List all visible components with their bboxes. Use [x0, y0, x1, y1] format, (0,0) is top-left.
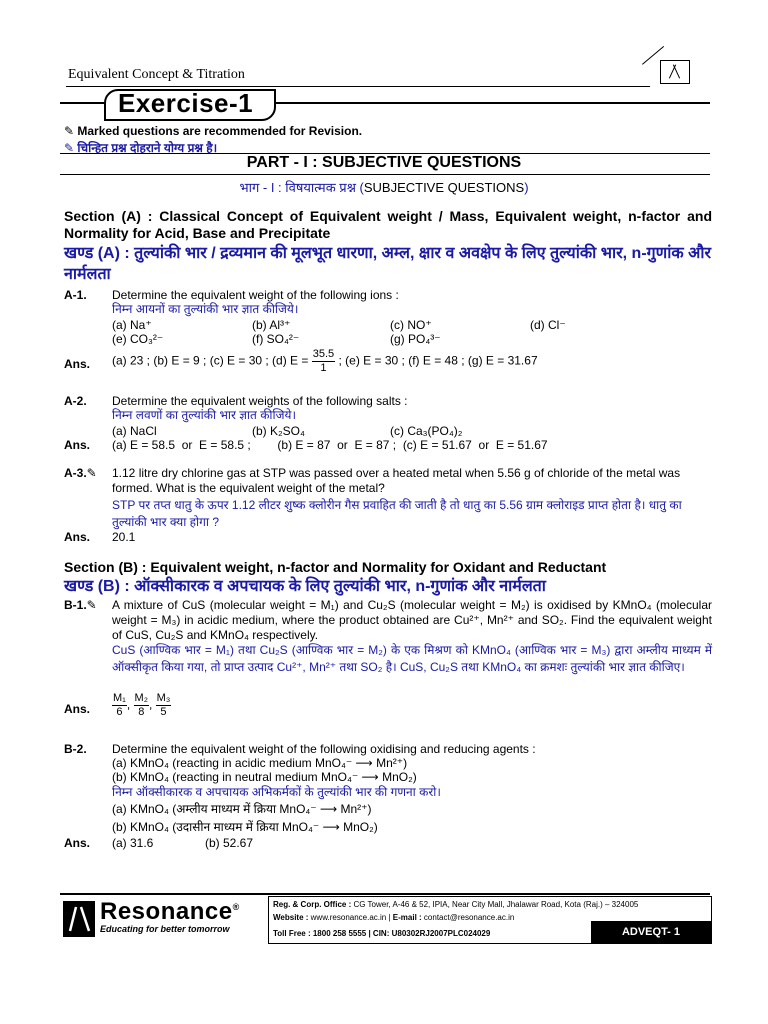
tollfree-cin: Toll Free : 1800 258 5555 | CIN: U80302RJ2007PLC024029 [273, 929, 491, 938]
fraction-numerator: 35.5 [312, 348, 335, 360]
exercise-title: Exercise-1 [118, 88, 254, 118]
office-text: CG Tower, A-46 & 52, IPIA, Near City Mall, Jhalawar Road, Kota (Raj.) – 324005 [353, 900, 639, 909]
header-rule [66, 86, 650, 87]
section-a-title-hindi: खण्ड (A) : तुल्यांकी भार / द्रव्यमान की मूलभूत धारणा, अम्ल, क्षार व अवक्षेप के लिए तुल्यांकी भार, n-गुणांक और नार्मलता [64, 245, 712, 283]
option: (g) PO₄³⁻ [390, 332, 441, 346]
brand-tagline: Educating for better tomorrow [100, 924, 230, 934]
option: (a) NaCl [112, 424, 157, 438]
fraction-numerator: M₁ [113, 692, 126, 704]
part-title-hindi [0, 178, 768, 196]
question-subpart-hindi: (b) KMnO₄ (उदासीन माध्यम में क्रिया MnO₄⁻ ⟶ MnO₂) [112, 820, 378, 834]
part-hi-prefix: भाग - I : विषयात्मक प्रश्न ( [239, 180, 364, 195]
fraction-denominator: 6 [116, 706, 123, 718]
answer-label: Ans. [64, 357, 91, 371]
brand-name [100, 898, 240, 926]
answer-text: (a) E = 58.5 or E = 58.5 ; (b) E = 87 or E = 87 ; (c) E = 51.67 or E = 51.67 [112, 438, 548, 452]
revision-note-hindi: ✎ चिन्हित प्रश्न दोहराने योग्य प्रश्न है। [64, 141, 218, 155]
office-label: Reg. & Corp. Office : [273, 900, 352, 909]
option: (e) CO₃²⁻ [112, 332, 164, 346]
answer-label: Ans. [64, 530, 91, 544]
website-label: Website : [273, 913, 309, 922]
divider [60, 174, 710, 175]
part-hi-suffix: ) [524, 180, 529, 195]
fraction-denominator: 8 [138, 706, 145, 718]
section-a-title: Section (A) : Classical Concept of Equivalent weight / Mass, Equivalent weight, n-factor and Normality for Acid, Base and Precipitate [64, 208, 712, 241]
question-number: A-1. [64, 288, 87, 302]
footer-rule [60, 893, 710, 895]
resonance-emblem-icon [62, 900, 96, 938]
question-text: Determine the equivalent weight of the following ions : [112, 288, 399, 302]
answer-fractions: $\frac{\text{M₁}}{6}$ , $\frac{\text{M₂}}{8}$ , $\frac{\text{M₃}}{5}$ [113, 692, 171, 718]
question-text: A mixture of CuS (molecular weight = M₁) and Cu₂S (molecular weight = M₂) is oxidised by KMnO₄ (molecular weight = M₃) in acidic medium, where the product obtained are Cu²⁺, Mn²⁺ and SO₂. Find the equivalent weight of CuS, Cu₂S and KMnO₄ respectively. [112, 598, 712, 642]
answer-label: Ans. [64, 438, 91, 452]
fraction-denominator: 5 [160, 706, 167, 718]
section-b-title: Section (B) : Equivalent weight, n-factor and Normality for Oxidant and Reductant [64, 559, 607, 575]
question-number: B-2. [64, 742, 87, 756]
option: (a) Na⁺ [112, 318, 152, 332]
section-b-title-hindi: खण्ड (B) : ऑक्सीकारक व अपचायक के लिए तुल्यांकी भार, n-गुणांक और नार्मलता [64, 578, 546, 595]
question-text-hindi: निम्न ऑक्सीकारक व अपचायक अभिकर्मकों के तुल्यांकी भार की गणना करो। [112, 785, 441, 799]
answer-part: ; (e) E = 30 ; (f) E = 48 ; (g) E = 31.67 [338, 353, 538, 368]
answer-text: (b) 52.67 [205, 836, 254, 850]
question-number: A-3.✎ [64, 466, 97, 480]
fraction [134, 692, 149, 719]
option: (d) Cl⁻ [530, 318, 566, 332]
fraction [112, 692, 127, 719]
answer-text: 20.1 [112, 530, 136, 544]
contact-line: Website : www.resonance.ac.in | E-mail : contact@resonance.ac.in [273, 913, 515, 922]
answer-part: (a) 23 ; (b) E = 9 ; (c) E = 30 ; (d) E = [112, 353, 309, 368]
fraction-denominator: 1 [320, 362, 327, 374]
office-address [273, 898, 638, 911]
option: (f) SO₄²⁻ [252, 332, 300, 346]
resonance-logo [62, 898, 262, 940]
fraction-numerator: M₂ [134, 692, 148, 704]
question-text: 1.12 litre dry chlorine gas at STP was passed over a heated metal when 5.56 g of chloride of the metal was formed. What is the equivalent weight of the metal? [112, 466, 681, 495]
question-text-hindi: STP पर तप्त धातु के ऊपर 1.12 लीटर शुष्क क्लोरीन गैस प्रवाहित की जाती है तो धातु का 5.56 ग्राम क्लोराइड प्राप्त होता है। धातु का तुल्यांकी भार क्या होगा ? [112, 498, 682, 529]
option: (b) Al³⁺ [252, 318, 291, 332]
email-label: E-mail : [392, 913, 422, 922]
question-subpart: (a) KMnO₄ (reacting in acidic medium MnO₄⁻ ⟶ Mn²⁺) [112, 756, 408, 770]
answer-text: (a) 31.6 [112, 836, 154, 850]
fraction [312, 348, 335, 375]
page-code: ADVEQT- 1 [591, 921, 711, 943]
answer-label: Ans. [64, 836, 91, 850]
question-subpart-hindi: (a) KMnO₄ (अम्लीय माध्यम में क्रिया MnO₄⁻ ⟶ Mn²⁺) [112, 802, 372, 816]
option: (c) Ca₃(PO₄)₂ [390, 424, 463, 438]
fraction-numerator: M₃ [156, 692, 171, 704]
question-text: Determine the equivalent weights of the following salts : [112, 394, 408, 408]
option: (b) K₂SO₄ [252, 424, 305, 438]
part-hi-en: SUBJECTIVE QUESTIONS [363, 180, 525, 195]
question-text-hindi: CuS (आण्विक भार = M₁) तथा Cu₂S (आण्विक भार = M₂) के एक मिश्रण को KMnO₄ (आण्विक भार = M₃) द्वारा अम्लीय माध्यम में ऑक्सीकृत किया गया, तो प्राप्त उत्पाद Cu²⁺, Mn²⁺ तथा SO₂ है। CuS, Cu₂S तथा KMnO₄ का क्रमशः तुल्यांकी भार ज्ञात कीजिए। [112, 643, 712, 674]
brand-text: Resonance [100, 898, 233, 925]
part-title: PART - I : SUBJECTIVE QUESTIONS [246, 154, 522, 171]
question-text: Determine the equivalent weight of the following oxidising and reducing agents : [112, 742, 536, 756]
question-number: A-2. [64, 394, 87, 408]
website-link[interactable]: www.resonance.ac.in [310, 913, 387, 922]
answer-text [112, 348, 538, 375]
answer-label: Ans. [64, 702, 91, 716]
question-subpart: (b) KMnO₄ (reacting in neutral medium MnO₄⁻ ⟶ MnO₂) [112, 770, 417, 784]
revision-note: ✎ Marked questions are recommended for Revision. [64, 124, 363, 138]
resonance-mark-icon [660, 60, 690, 84]
footer-info-box [268, 896, 712, 944]
question-number: B-1.✎ [64, 598, 97, 612]
question-text-hindi: निम्न आयनों का तुल्यांकी भार ज्ञात कीजिये। [112, 302, 299, 316]
fraction [156, 692, 172, 719]
registered-mark: ® [232, 902, 240, 912]
option: (c) NO⁺ [390, 318, 432, 332]
question-text-hindi: निम्न लवणों का तुल्यांकी भार ज्ञात कीजिये। [112, 408, 297, 422]
email-link[interactable]: contact@resonance.ac.in [423, 913, 515, 922]
chapter-title: Equivalent Concept & Titration [68, 67, 245, 82]
